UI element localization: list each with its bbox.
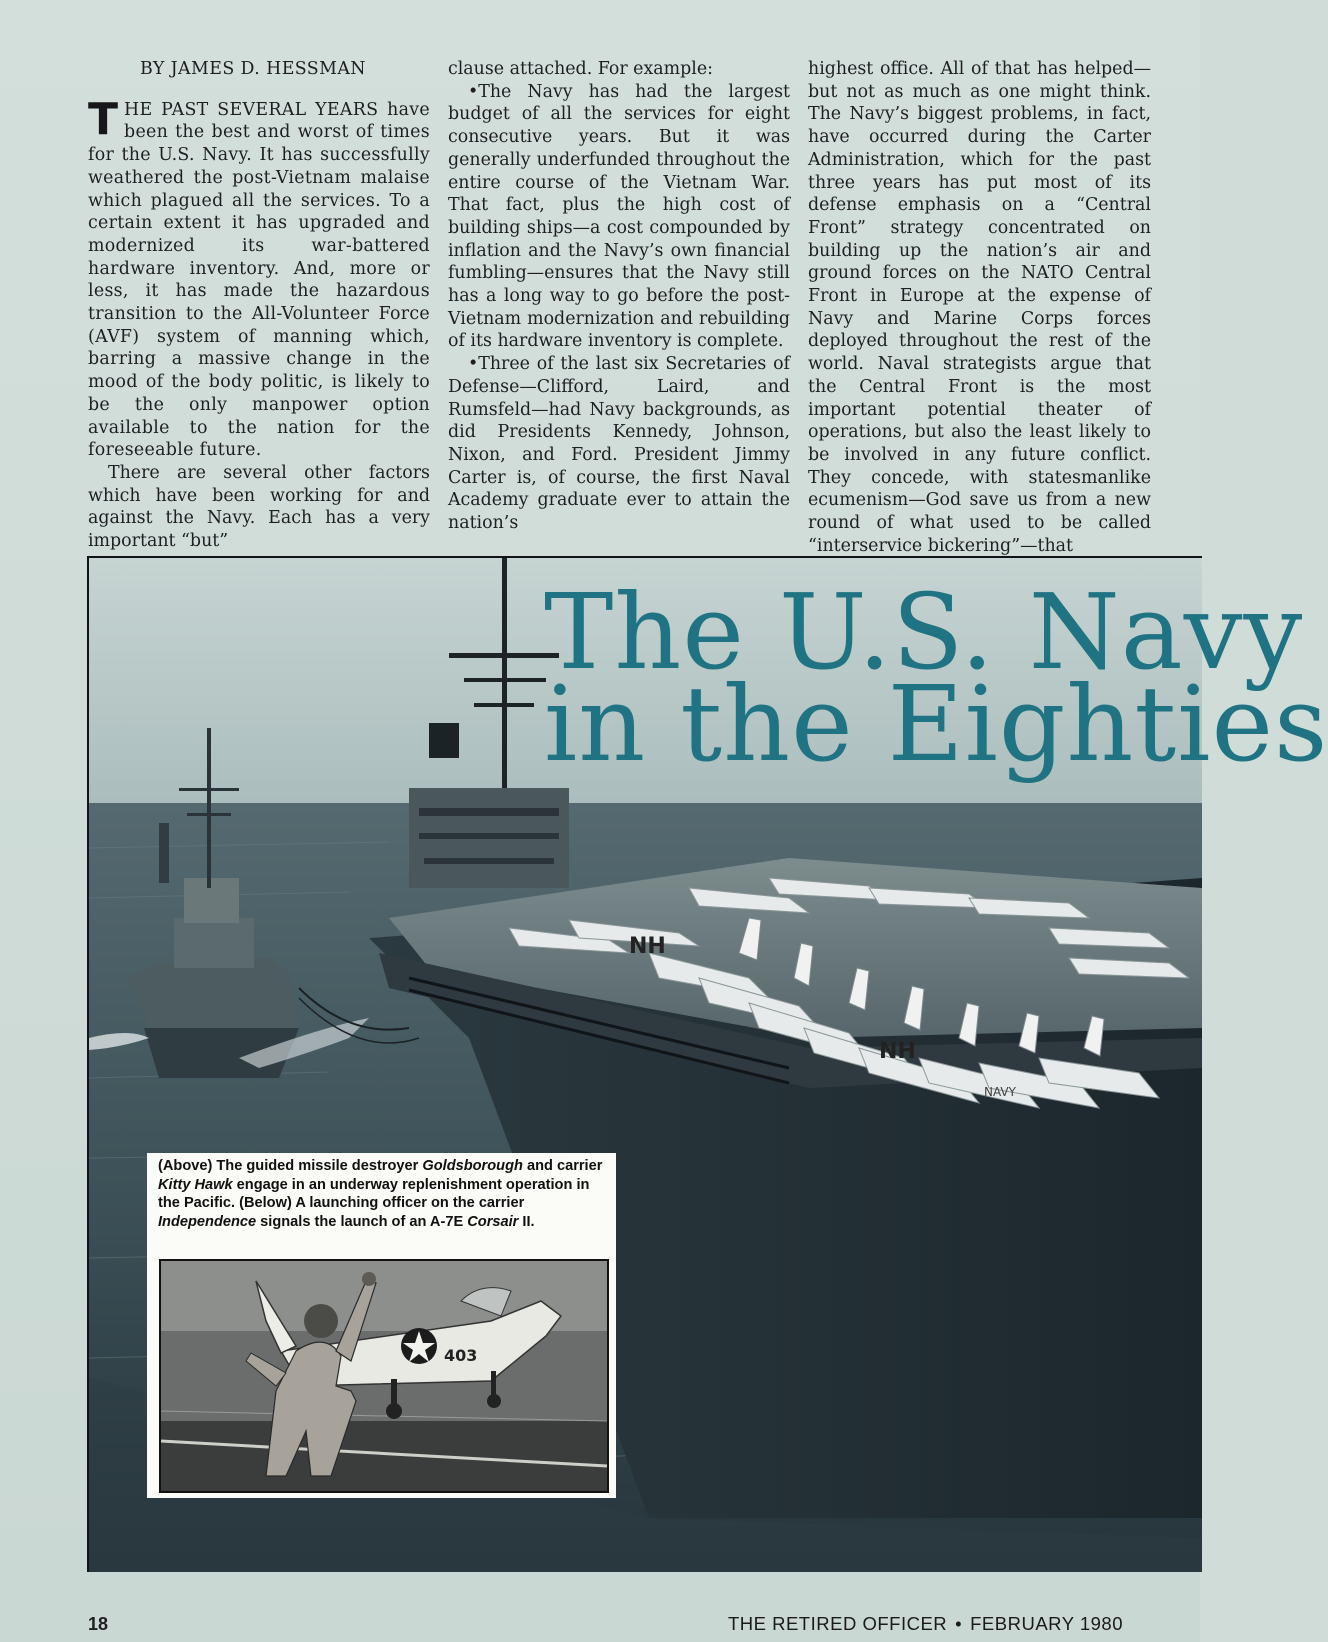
article-column-3 xyxy=(808,58,1151,557)
launch-officer-inset-photo xyxy=(159,1259,609,1493)
running-footer xyxy=(728,1613,1123,1635)
article-paragraph: highest office. All of that has helped—but not as much as one might think. The Navy’s biggest problems, in fact, have occurred during the Carter Administration, which for the past three years has put most of its defense emphasis on a “Central Front” strategy concentrated on building up the nation’s air and ground forces on the NATO Central Front in Europe at the expense of Navy and Marine Corps forces deployed throughout the rest of the world. Naval strategists argue that the Central Front is the most important potential theater of operations, but also the least likely to be involved in any future conflict. They concede, with statesmanlike ecumenism—God save us from a new round of what used to be called “interservice bickering”—that xyxy=(808,59,1151,556)
article-paragraph: •The Navy has had the largest budget of all the services for eight consecutive years. But it was generally underfunded throughout the entire course of the Vietnam War. That fact, plus the high cost of building ships—a cost compounded by inflation and the Navy’s own financial fumbling—ensures that the Navy still has a long way to go before the post-Vietnam modernization and rebuilding of its hardware inventory is complete. xyxy=(448,81,790,352)
page-number: 18 xyxy=(88,1614,109,1634)
article-paragraph: •Three of the last six Secretaries of Defense—Clifford, Laird, and Rumsfeld—had Navy backgrounds, as did Presidents Kennedy, Johnson, Nixon, and Ford. President Jimmy Carter is, of course, the first Naval Academy graduate ever to attain the nation’s xyxy=(448,354,790,534)
article-paragraph: clause attached. For example: xyxy=(448,59,713,79)
navy-marking: NAVY xyxy=(984,1085,1016,1099)
ship-name: Independence xyxy=(158,1213,257,1230)
photo-caption: (Above) The guided missile destroyer Goldsborough and carrier Kitty Hawk engage in an underway replenishment operation in the Pacific. (Below) A launching officer on the carrier Independence signals the launch of an A-7E Corsair II. xyxy=(158,1158,603,1230)
article-title-line-1: The U.S. Navy xyxy=(544,571,1304,693)
tail-code-label: NH xyxy=(629,934,666,959)
aircraft-number: 403 xyxy=(444,1346,478,1365)
photo-caption-box xyxy=(147,1153,616,1498)
article-column-1 xyxy=(88,58,430,553)
drop-cap: T xyxy=(88,93,119,145)
issue-date: FEBRUARY 1980 xyxy=(970,1613,1123,1634)
article-column-2 xyxy=(448,58,790,535)
tail-code-label: NH xyxy=(879,1039,916,1064)
ship-name: Kitty Hawk xyxy=(158,1176,233,1193)
footer-separator: • xyxy=(955,1613,963,1634)
article-paragraph: There are several other factors which have been working for and against the Navy. Each has a very important “but” xyxy=(88,462,430,552)
byline: BY JAMES D. HESSMAN xyxy=(140,59,366,79)
article-paragraph: THE PAST SEVERAL YEARS have been the best and worst of times for the U.S. Navy. It has successfully weathered the post-Vietnam malaise which plagued all the services. To a certain extent it has upgraded and modernized its war-battered hardware inventory. And, more or less, it has made the hazardous transition to the All-Volunteer Force (AVF) system of manning which, barring a massive change in the mood of the body politic, is likely to be the only manpower option available to the nation for the foreseeable future. xyxy=(88,93,430,461)
publication-name: THE RETIRED OFFICER xyxy=(727,1613,948,1634)
inset-illustration xyxy=(161,1261,607,1491)
article-title-line-2: in the Eighties xyxy=(544,663,1328,785)
aircraft-name: Corsair xyxy=(467,1213,519,1230)
ship-name: Goldsborough xyxy=(422,1158,523,1174)
